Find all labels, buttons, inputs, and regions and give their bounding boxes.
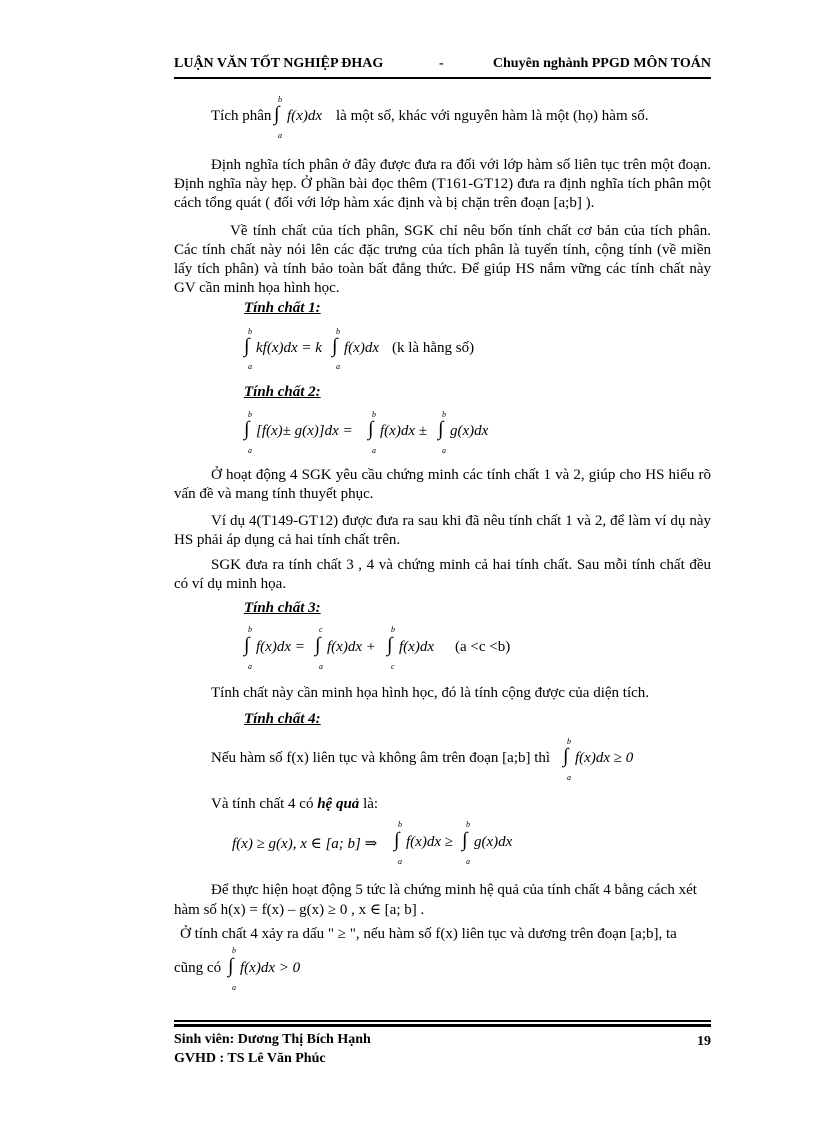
property-3-rhs: f(x)dx xyxy=(399,639,434,655)
integral-sign: ∫ xyxy=(244,335,250,357)
property-1-lhs: kf(x)dx = k xyxy=(256,340,322,356)
limit-upper: b xyxy=(391,625,395,634)
property-1-rhs: f(x)dx xyxy=(344,340,379,356)
limit-lower: a xyxy=(319,662,323,671)
corollary-post: là: xyxy=(363,796,379,812)
paragraph-properties: Về tính chất của tích phân, SGK chỉ nêu bốn tính chất cơ bản của tích phân. Các tính chất này nói lên các đặc trưng của tích phân là tuyến tính, cộng tính (về miền lấy tích phân) và tính bảo toàn bất đẳng thức. Để giúp HS nắm vững các tính chất này GV cần minh họa hình học. xyxy=(174,223,711,296)
integral-sign: ∫ xyxy=(394,829,400,851)
header-dash: - xyxy=(439,56,444,71)
footer-advisor: GVHD : TS Lê Văn Phúc xyxy=(174,1051,326,1066)
intro-post: là một số, khác với nguyên hàm là một (họ) hàm số. xyxy=(336,108,649,124)
corollary-lhs: f(x)dx ≥ xyxy=(406,834,453,850)
limit-upper: b xyxy=(248,625,252,634)
limit-lower: a xyxy=(336,362,340,371)
paragraph-properties-3-4: SGK đưa ra tính chất 3 , 4 và chứng minh cả hai tính chất. Sau mỗi tính chất đều có ví dụ minh họa. xyxy=(174,557,711,592)
property-1-title: Tính chất 1: xyxy=(244,300,321,316)
limit-upper: b xyxy=(567,737,571,746)
paragraph-activity-4: Ở hoạt động 4 SGK yêu cầu chứng minh các tính chất 1 và 2, giúp cho HS hiểu rõ vấn đề và mang tính thuyết phục. xyxy=(174,467,711,502)
paragraph-definition: Định nghĩa tích phân ở đây được đưa ra đối với lớp hàm số liên tục trên một đoạn. Định nghĩa này hẹp. Ở phần bài đọc thêm (T161-GT12) đưa ra định nghĩa tích phân một cách tổng quát ( đối với lớp hàm xác định và bị chặn trên đoạn [a;b] ). xyxy=(174,157,711,211)
property-4-text: Nếu hàm số f(x) liên tục và không âm trên đoạn [a;b] thì xyxy=(211,750,551,766)
integral-sign: ∫ xyxy=(368,418,374,440)
property-4-title: Tính chất 4: xyxy=(244,711,321,727)
property-3-note: (a <c <b) xyxy=(455,639,511,655)
limit-upper: b xyxy=(466,820,470,829)
property-3-lhs: f(x)dx = xyxy=(256,639,305,655)
integral-sign: ∫ xyxy=(274,103,280,125)
footer-rule-top xyxy=(174,1020,711,1022)
limit-upper: b xyxy=(442,410,446,419)
limit-lower: a xyxy=(442,446,446,455)
paragraph-strict-inequality: Ở tính chất 4 xảy ra dấu " ≥ ", nếu hàm số f(x) liên tục và dương trên đoạn [a;b], ta xyxy=(180,926,677,942)
corollary-condition: f(x) ≥ g(x), x ∈ [a; b] ⇒ xyxy=(232,836,378,852)
limit-upper: b xyxy=(232,946,236,955)
corollary-intro xyxy=(211,796,378,813)
header-rule xyxy=(174,77,711,79)
limit-lower: c xyxy=(391,662,395,671)
integral-sign: ∫ xyxy=(244,418,250,440)
limit-lower: a xyxy=(232,983,236,992)
limit-lower: a xyxy=(466,857,470,866)
property-4-expr: f(x)dx ≥ 0 xyxy=(575,750,634,766)
limit-lower: a xyxy=(248,662,252,671)
property-2-mid: f(x)dx ± xyxy=(380,423,427,439)
property-1-note: (k là hằng số) xyxy=(392,340,475,356)
page-number: 19 xyxy=(697,1034,711,1049)
integral-sign: ∫ xyxy=(244,634,250,656)
integral-sign: ∫ xyxy=(438,418,444,440)
limit-lower: a xyxy=(248,446,252,455)
integral-sign: ∫ xyxy=(332,335,338,357)
property-2-title: Tính chất 2: xyxy=(244,384,321,400)
property-2-rhs: g(x)dx xyxy=(450,423,489,439)
footer-student: Sinh viên: Dương Thị Bích Hạnh xyxy=(174,1032,371,1047)
property-3-title: Tính chất 3: xyxy=(244,600,321,616)
integral-sign: ∫ xyxy=(387,634,393,656)
limit-upper: b xyxy=(278,95,282,104)
paragraph-example-4: Ví dụ 4(T149-GT12) được đưa ra sau khi đã nêu tính chất 1 và 2, để làm ví dụ này HS phải áp dụng cả hai tính chất trên. xyxy=(174,513,711,548)
limit-lower: a xyxy=(567,773,571,782)
integral-sign: ∫ xyxy=(228,955,234,977)
limit-upper: b xyxy=(248,327,252,336)
limit-lower: a xyxy=(278,131,282,140)
property-2-lhs: [f(x)± g(x)]dx = xyxy=(256,423,353,439)
limit-lower: a xyxy=(248,362,252,371)
integral-sign: ∫ xyxy=(462,829,468,851)
page-header xyxy=(174,56,711,76)
limit-lower: a xyxy=(398,857,402,866)
limit-upper: b xyxy=(372,410,376,419)
header-thesis-title: LUẬN VĂN TỐT NGHIỆP ĐHAG xyxy=(174,56,384,71)
integral-sign: ∫ xyxy=(563,745,569,767)
corollary-pre: Và tính chất 4 có xyxy=(211,796,314,812)
intro-expr: f(x)dx xyxy=(287,108,322,124)
header-major: Chuyên nghành PPGD MÔN TOÁN xyxy=(492,56,711,71)
limit-upper: b xyxy=(398,820,402,829)
integral-sign: ∫ xyxy=(315,634,321,656)
strict-pre: cũng có xyxy=(174,960,222,976)
limit-upper: c xyxy=(319,625,323,634)
limit-upper: b xyxy=(336,327,340,336)
corollary-rhs: g(x)dx xyxy=(474,834,513,850)
property-3-mid: f(x)dx + xyxy=(327,639,376,655)
paragraph-activity-5-line-2: hàm số h(x) = f(x) – g(x) ≥ 0 , x ∈ [a; b] . xyxy=(174,902,425,918)
footer-rule-bottom xyxy=(174,1024,711,1027)
limit-lower: a xyxy=(372,446,376,455)
strict-expr: f(x)dx > 0 xyxy=(240,960,301,976)
paragraph-activity-5-line-1: Để thực hiện hoạt động 5 tức là chứng minh hệ quả của tính chất 4 bằng cách xét xyxy=(211,882,697,898)
intro-pre: Tích phân xyxy=(211,108,272,124)
limit-upper: b xyxy=(248,410,252,419)
corollary-bold: hệ quả xyxy=(317,796,360,812)
paragraph-geometric: Tính chất này cần minh họa hình học, đó là tính cộng được của diện tích. xyxy=(211,685,650,701)
